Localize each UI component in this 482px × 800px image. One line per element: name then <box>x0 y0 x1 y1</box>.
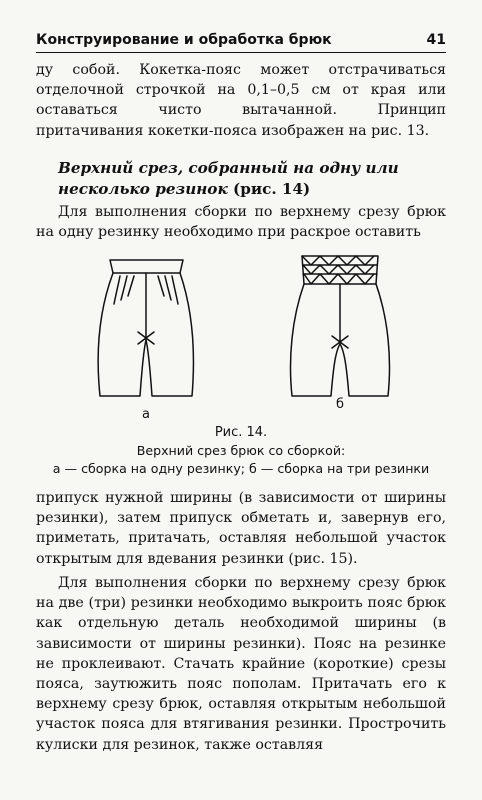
header-title: Конструирование и обработка брюк <box>36 32 332 48</box>
trousers-b-drawing <box>291 256 390 396</box>
paragraph-4 <box>36 573 446 755</box>
paragraph-1-text: ду собой. Кокетка-пояс может отстрачиваться отделочной строчкой на 0,1–0,5 см от края или оставаться чисто вытачанной. Принцип притачивания кокетки-пояса изображен на рис. 13. <box>36 62 446 139</box>
paragraph-2-text: Для выполнения сборки по верхнему срезу брюк на одну резинку необходимо при раскрое оставить <box>36 204 446 241</box>
figure-14 <box>60 248 430 420</box>
trousers-illustration <box>60 248 430 420</box>
section-heading <box>58 158 448 200</box>
figure-caption-title: Рис. 14. <box>214 425 268 440</box>
section-heading-text: Верхний срез, собранный на одну или несколько резинок <box>58 159 399 198</box>
figure-caption-line2: а — сборка на одну резинку; б — сборка на три резинки <box>52 461 430 476</box>
section-heading-ref: (рис. 14) <box>233 180 311 198</box>
figure-caption-line1: Верхний срез брюк со сборкой: <box>136 443 346 458</box>
running-header <box>36 30 446 53</box>
figure-label-b: б <box>335 397 345 412</box>
figure-label-a: а <box>142 407 150 420</box>
paragraph-3 <box>36 488 446 569</box>
paragraph-3-text: припуск нужной ширины (в зависимости от ширины резинки), затем припуск обметать и, завернув его, приметать, притачать, оставляя небольшой участок открытым для вдевания резинки (рис. 15). <box>36 490 446 567</box>
paragraph-4-text: Для выполнения сборки по верхнему срезу брюк на две (три) резинки необходимо выкроить пояс брюк как отдельную деталь необходимой ширины (в зависимости от ширины резинки). Пояс на резинке не проклеивают. Стачать крайние (короткие) срезы пояса, заутюжить пояс пополам. Притачать его к верхнему срезу брюк, оставляя открытым небольшой участок пояса для втягивания резинки. Прострочить кулиски для резинок, также оставляя <box>36 575 446 753</box>
trousers-a-drawing <box>98 260 193 396</box>
page-number: 41 <box>426 32 446 48</box>
paragraph-2 <box>36 202 446 242</box>
paragraph-1 <box>36 60 446 141</box>
